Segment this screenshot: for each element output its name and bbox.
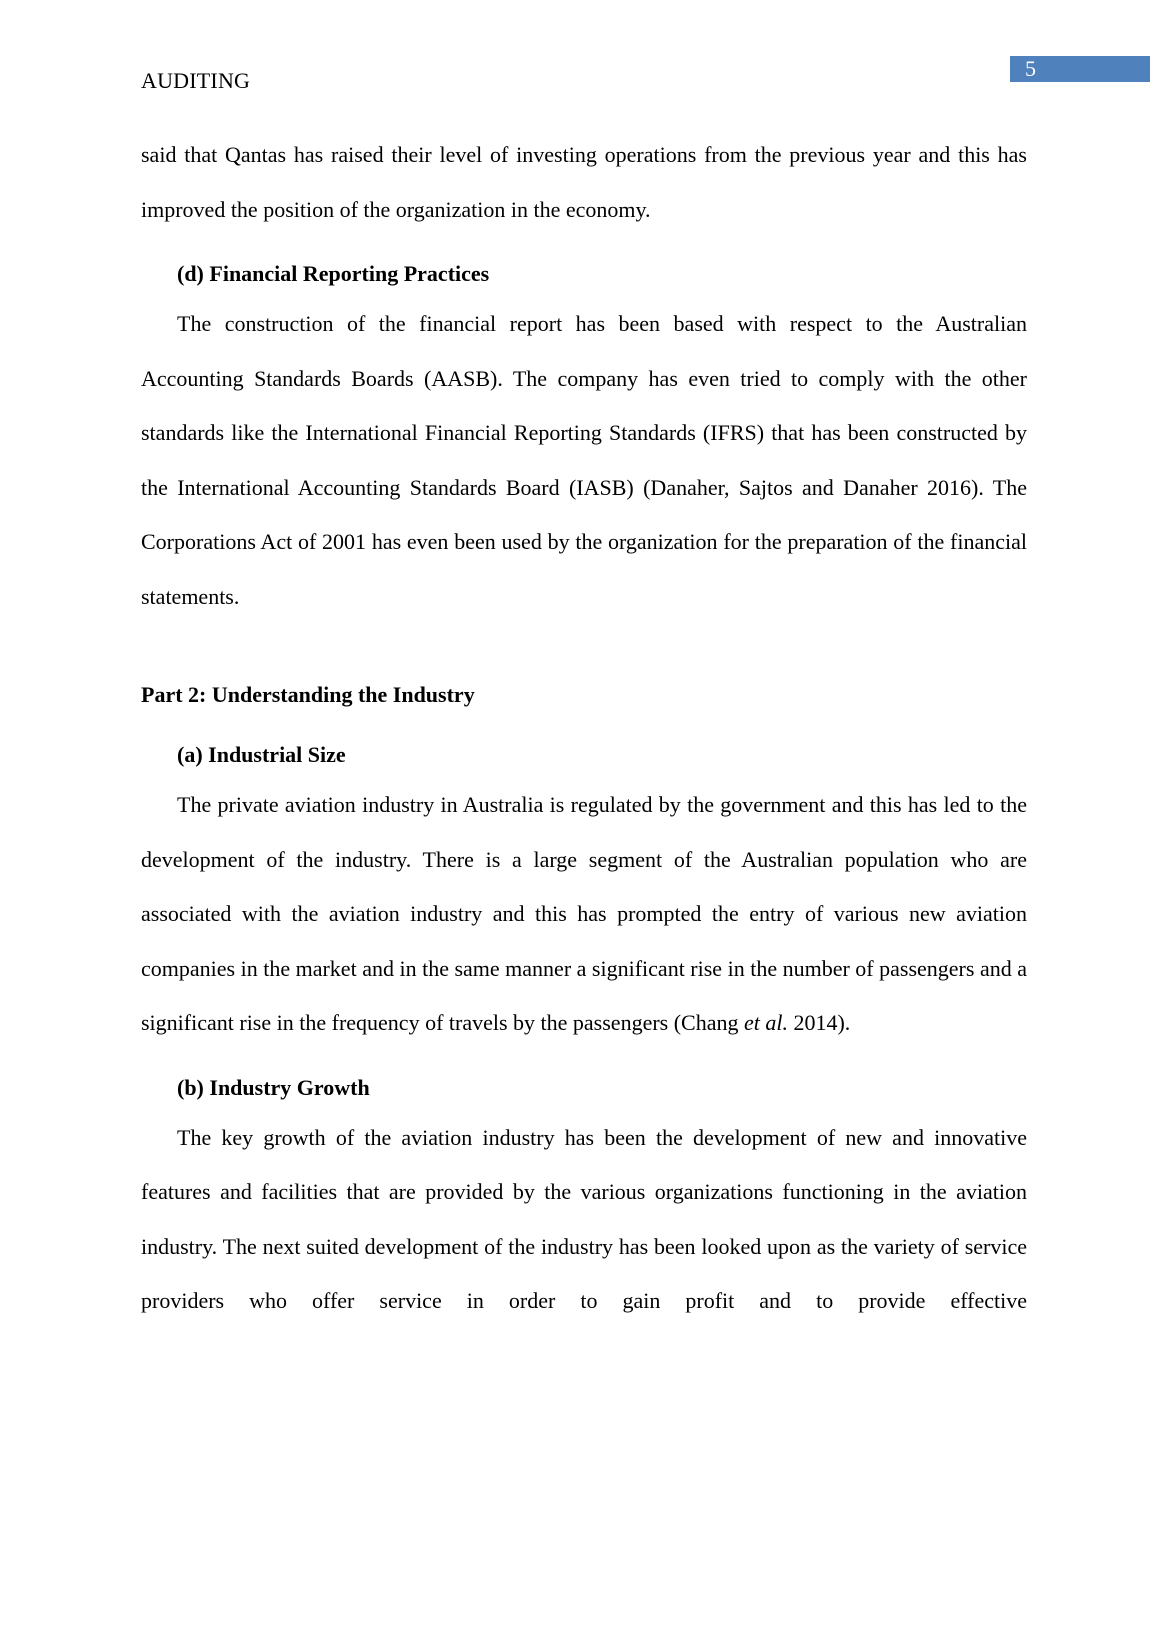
document-body (141, 128, 1027, 1329)
section-a-citation-year: 2014). (787, 1010, 851, 1035)
intro-paragraph: said that Qantas has raised their level of investing operations from the previous year and this has improved the position of the organization in the economy. (141, 142, 1027, 222)
section-a-paragraph (141, 778, 1027, 1051)
section-a-text: The private aviation industry in Australia is regulated by the government and this has led to the development of the industry. There is a large segment of the Australian population who are associated with the aviation industry and this has prompted the entry of various new aviation companies in the market and in the same manner a significant rise in the number of passengers and a significant rise in the frequency of travels by the passengers (Chang (141, 792, 1027, 1035)
citation-et-al: et al. (743, 1010, 788, 1035)
part-2-heading: Part 2: Understanding the Industry (141, 682, 475, 707)
section-d-heading: (d) Financial Reporting Practices (177, 261, 490, 286)
section-a-heading: (a) Industrial Size (177, 742, 346, 767)
page-number: 5 (1025, 56, 1036, 81)
section-b-paragraph: The key growth of the aviation industry has been the development of new and innovative features and facilities that are provided by the various organizations functioning in the aviation industry. The next suited development of the industry has been looked upon as the variety of service providers who offer service in order to gain profit and to provide effective (141, 1124, 1027, 1313)
page-number-badge (1010, 56, 1150, 82)
section-b-heading: (b) Industry Growth (177, 1074, 370, 1100)
running-header-title: AUDITING (141, 68, 251, 93)
section-d-paragraph: The construction of the financial report has been based with respect to the Australian Accounting Standards Boards (AASB). The company has even tried to comply with the other standards like the International Financial Reporting Standards (IFRS) that has been constructed by the International Accounting Standards Board (IASB) (Danaher, Sajtos and Danaher 2016). The Corporations Act of 2001 has even been used by the organization for the preparation of the financial statements. (141, 311, 1027, 609)
